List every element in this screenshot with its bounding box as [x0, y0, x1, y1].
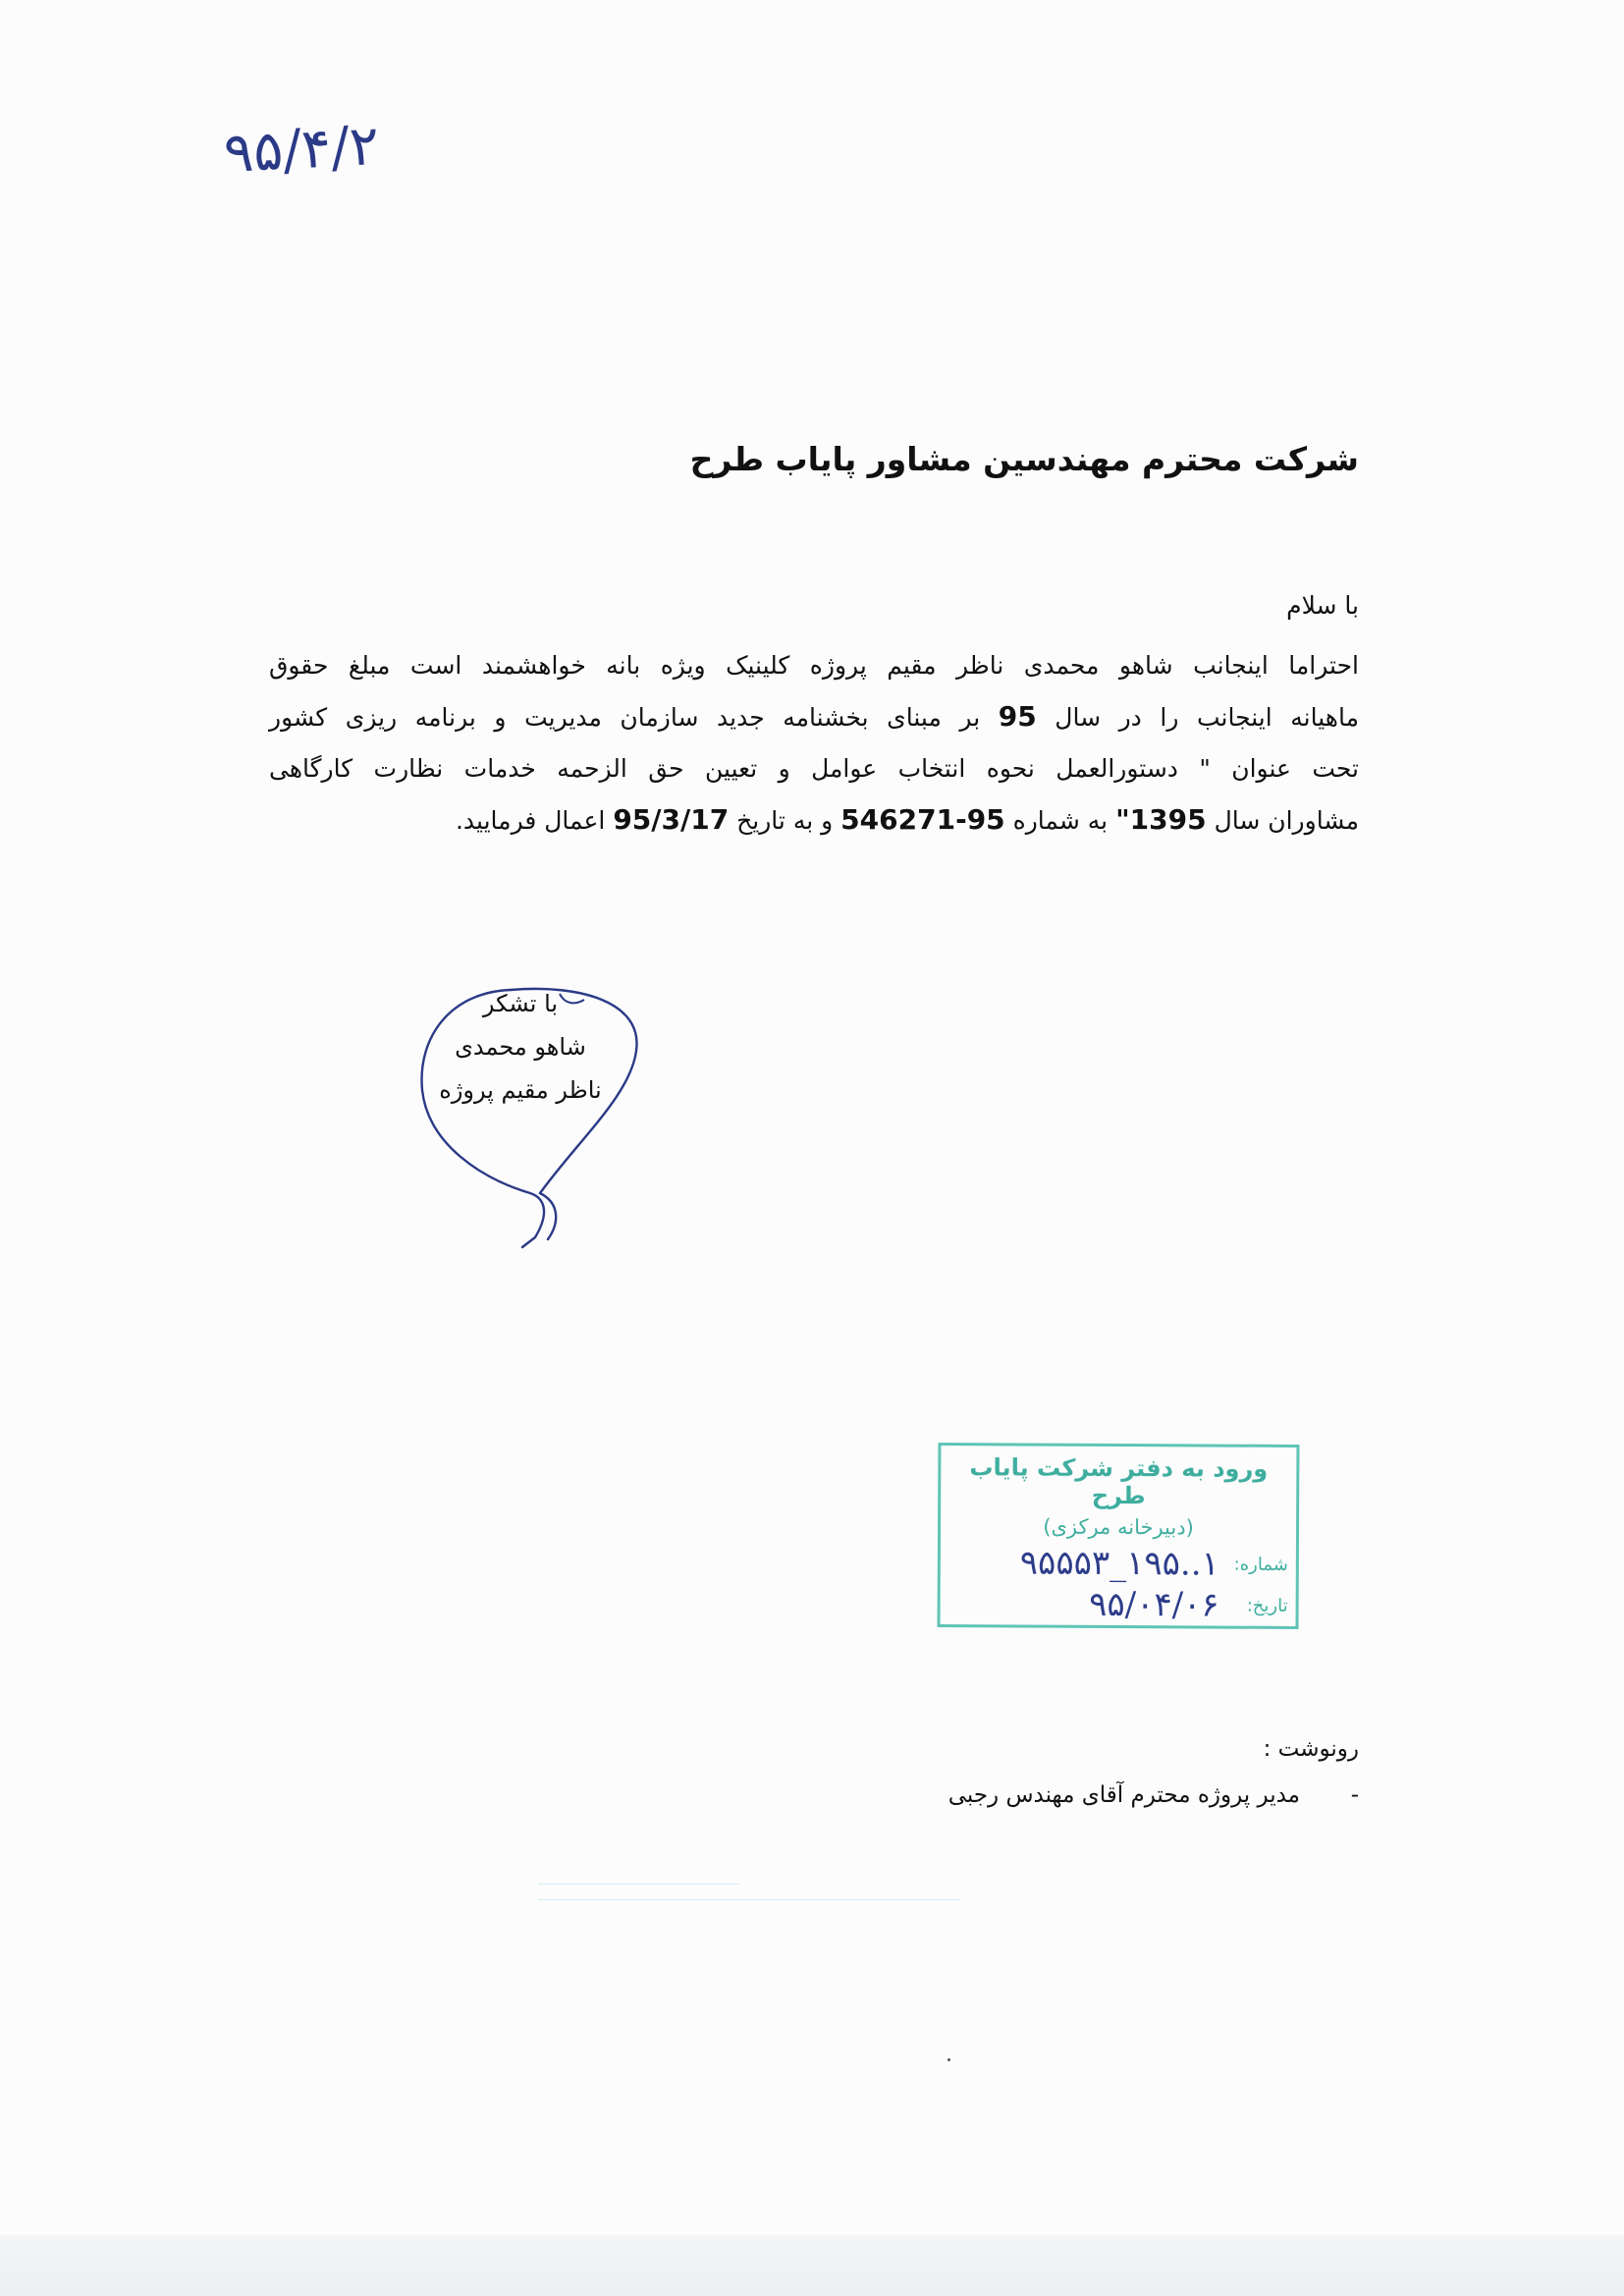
stamp-number-label: شماره: — [1233, 1554, 1288, 1575]
stamp-date-row — [954, 1583, 1288, 1626]
body-line-2-end: بر مبنای بخشنامه جدید سازمان مدیریت و برنامه ریزی کشور — [269, 703, 981, 732]
scan-speck — [947, 2058, 950, 2061]
letter-body — [269, 640, 1359, 847]
stamp-date-value: ۹۵/۰۴/۰۶ — [1089, 1584, 1219, 1625]
faint-scan-line — [538, 1884, 739, 1885]
body-line-2-start: ماهیانه اینجانب را در سال — [1055, 703, 1359, 732]
scan-edge — [0, 2235, 1624, 2296]
body-line-1: احتراما اینجانب شاهو محمدی ناظر مقیم پروژه کلینیک ویژه بانه خواهشمند است مبلغ حقوق — [269, 651, 1359, 680]
stamp-subtitle: (دبیرخانه مرکزی) — [1043, 1514, 1194, 1540]
directive-year: 1395" — [1115, 803, 1207, 836]
stamp-date-label: تاریخ: — [1246, 1595, 1288, 1616]
cc-bullet: - — [1350, 1782, 1359, 1808]
signature-block — [412, 982, 648, 1257]
signature-text — [412, 982, 628, 1112]
signature-name: شاهو محمدی — [455, 1033, 586, 1061]
body-line-3: تحت عنوان " دستورالعمل نحوه انتخاب عوامل و تعیین حق الزحمه خدمات نظارت کارگاهی — [269, 754, 1359, 783]
handwritten-date: ۹۵/۴/۲ — [222, 113, 381, 187]
cc-label: رونوشت : — [1263, 1736, 1359, 1762]
directive-number: 95-546271 — [840, 803, 1005, 836]
body-line-4-start: مشاوران سال — [1214, 806, 1359, 835]
body-line-4-number-label: به شماره — [1012, 806, 1109, 835]
signature-thanks: با تشکر — [482, 990, 559, 1017]
body-line-4-end: اعمال فرمایید. — [455, 806, 606, 835]
signature-title: ناظر مقیم پروژه — [439, 1076, 602, 1104]
body-line-4 — [269, 794, 1359, 847]
stamp-number-value: ۱..۱۹۵_۹۵۵۵۳ — [1019, 1543, 1219, 1584]
addressee-heading: شرکت محترم مهندسین مشاور پایاب طرح — [689, 440, 1359, 478]
receipt-stamp — [938, 1443, 1300, 1629]
greeting: با سلام — [1286, 591, 1359, 620]
body-line-4-date-label: و به تاریخ — [736, 806, 834, 835]
body-line-2 — [269, 691, 1359, 743]
stamp-title: ورود به دفتر شرکت پایاب طرح — [969, 1453, 1269, 1510]
year-value: 95 — [998, 700, 1037, 733]
directive-date: 95/3/17 — [613, 803, 730, 836]
faint-scan-line — [538, 1899, 960, 1900]
stamp-number-row — [954, 1542, 1288, 1585]
cc-recipient: مدیر پروژه محترم آقای مهندس رجبی — [947, 1782, 1300, 1808]
